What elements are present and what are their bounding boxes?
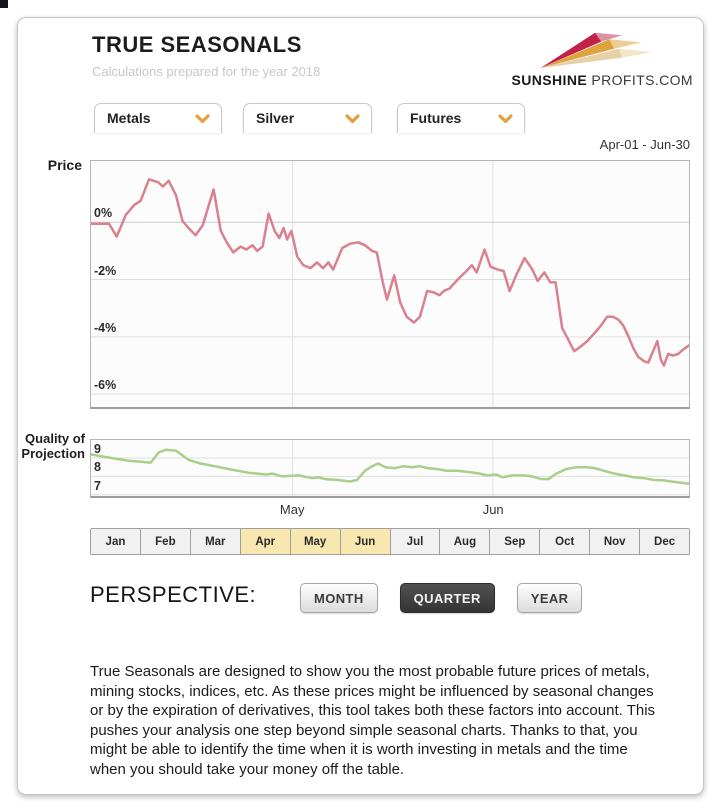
y-tick-label: 7 bbox=[94, 478, 101, 493]
market-type-select-value: Futures bbox=[410, 110, 462, 126]
perspective-label: PERSPECTIVE: bbox=[90, 582, 257, 607]
qop-axis-label-line2: Projection bbox=[21, 446, 85, 461]
month-cell-may[interactable]: May bbox=[291, 529, 341, 554]
chevron-down-icon bbox=[498, 114, 513, 124]
month-cell-jan[interactable]: Jan bbox=[91, 529, 141, 554]
quality-of-projection-plot bbox=[91, 440, 689, 496]
month-cell-sep[interactable]: Sep bbox=[490, 529, 540, 554]
logo-brand-primary: SUNSHINE bbox=[511, 72, 588, 88]
date-range-label: Apr-01 - Jun-30 bbox=[599, 137, 690, 152]
market-type-select[interactable] bbox=[397, 103, 525, 133]
instrument-select[interactable] bbox=[243, 103, 372, 133]
x-axis-label-jun: Jun bbox=[482, 502, 504, 517]
month-cell-dec[interactable]: Dec bbox=[640, 529, 689, 554]
chevron-down-icon bbox=[195, 114, 210, 124]
x-axis-labels bbox=[90, 502, 690, 518]
perspective-year-button[interactable]: YEAR bbox=[517, 583, 583, 613]
logo-arrows-icon bbox=[539, 30, 667, 74]
month-cell-apr[interactable]: Apr bbox=[241, 529, 291, 554]
month-cell-feb[interactable]: Feb bbox=[141, 529, 191, 554]
price-plot bbox=[91, 161, 689, 407]
qop-axis-label bbox=[0, 431, 85, 461]
perspective-buttons bbox=[300, 583, 582, 613]
month-selector bbox=[90, 528, 690, 555]
perspective-quarter-button[interactable]: QUARTER bbox=[400, 583, 495, 613]
month-cell-aug[interactable]: Aug bbox=[440, 529, 490, 554]
sunshine-profits-logo[interactable] bbox=[511, 28, 707, 90]
instrument-select-value: Silver bbox=[256, 110, 295, 126]
month-cell-nov[interactable]: Nov bbox=[590, 529, 640, 554]
price-line bbox=[91, 179, 689, 365]
logo-wordmark bbox=[512, 72, 693, 88]
category-select-value: Metals bbox=[107, 110, 151, 126]
logo-brand-secondary: PROFITS.COM bbox=[591, 72, 693, 88]
y-tick-label: -2% bbox=[94, 263, 117, 278]
x-axis-label-may: May bbox=[279, 502, 305, 517]
month-cell-mar[interactable]: Mar bbox=[191, 529, 241, 554]
page-title: TRUE SEASONALS bbox=[92, 32, 302, 57]
category-select[interactable] bbox=[94, 103, 222, 133]
price-axis-label: Price bbox=[47, 157, 82, 173]
screen-corner-artifact bbox=[0, 0, 8, 8]
y-tick-label: 8 bbox=[94, 460, 101, 475]
y-tick-label: 0% bbox=[94, 206, 113, 221]
chevron-down-icon bbox=[345, 114, 360, 124]
y-tick-label: -6% bbox=[94, 378, 117, 393]
month-cell-jul[interactable]: Jul bbox=[391, 529, 441, 554]
y-tick-label: 9 bbox=[94, 441, 101, 456]
qop-axis-label-line1: Quality of bbox=[25, 431, 85, 446]
month-cell-jun[interactable]: Jun bbox=[341, 529, 391, 554]
price-chart bbox=[90, 160, 690, 409]
page-subtitle: Calculations prepared for the year 2018 bbox=[92, 64, 321, 79]
qop-chart bbox=[90, 439, 690, 498]
quality-of-projection-line bbox=[91, 450, 689, 484]
y-tick-label: -4% bbox=[94, 320, 117, 335]
description-text: True Seasonals are designed to show you the most probable future prices of metals, mining stocks, indices, etc. As these prices might be influenced by seasonal changes or by the expiration of derivatives, this tool takes both these factors into account. This pushes your analysis one step beyond simple seasonal charts. Thanks to that, you might be able to identify the time when it is worth investing in metals and the time when you should take your money off the table. bbox=[90, 663, 656, 778]
perspective-month-button[interactable]: MONTH bbox=[300, 583, 378, 613]
month-cell-oct[interactable]: Oct bbox=[540, 529, 590, 554]
